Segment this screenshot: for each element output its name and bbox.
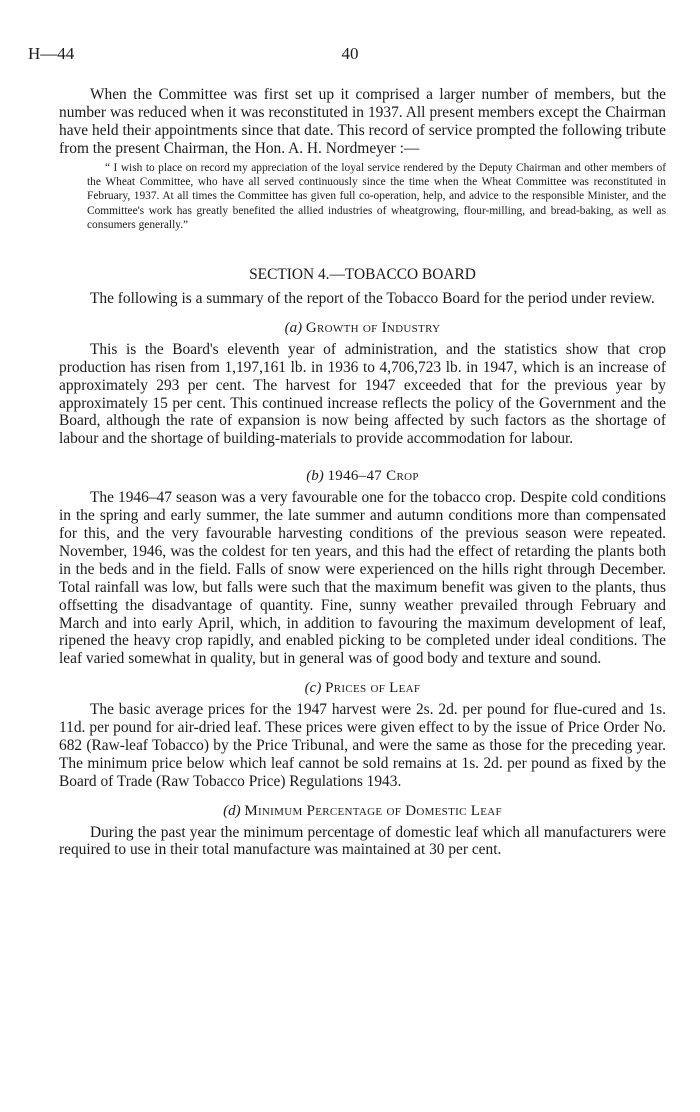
subsection-heading-a	[59, 320, 666, 338]
section-intro: The following is a summary of the report of the Tobacco Board for the period under review.	[90, 290, 655, 308]
document-reference: H—44	[28, 44, 75, 63]
subsection-title: Minimum Percentage of Domestic Leaf	[244, 802, 502, 819]
subsection-body-c: The basic average prices for the 1947 harvest were 2s. 2d. per pound for flue-cured and 1s. 11d. per pound for air-dried leaf. These prices were given effect to by the issue of Price Order No. 682 (Raw-leaf Tobacco) by the Price Tribunal, and were the same as those for the preceding year. The minimum price below which leaf cannot be sold remains at 1s. 2d. per pound as fixed by the Board of Trade (Raw Tobacco Price) Regulations 1943.	[59, 701, 666, 790]
page-header	[28, 44, 672, 66]
section-title: SECTION 4.—TOBACCO BOARD	[249, 266, 476, 284]
subsection-heading-b	[59, 468, 666, 486]
subsection-body-b: The 1946–47 season was a very favourable one for the tobacco crop. Despite cold conditions in the spring and early summer, the late summer and autumn conditions more than compensated for this, and the very favourable harvesting conditions of the previous season were repeated. November, 1946, was the coldest for ten years, and this had the effect of retarding the plants both in the beds and in the field. Falls of snow were experienced on the hills right through December. Total rainfall was low, but falls were such that the maximum benefit was given to the plants, thus offsetting the disadvantage of quantity. Fine, sunny weather prevailed through February and March and into early April, which, in addition to favouring the maximum development of leaf, ripened the heavy crop rapidly, and enabled picking to be completed under ideal conditions. The leaf varied somewhat in quality, but in general was of good body and texture and sound.	[59, 489, 666, 668]
subsection-title: Growth of Industry	[305, 319, 441, 336]
subsection-heading-d	[59, 803, 666, 821]
page-body	[59, 86, 666, 859]
subsection-body-d: During the past year the minimum percentage of domestic leaf which all manufacturers were required to use in their total manufacture was maintained at 30 per cent.	[59, 823, 666, 859]
subsection-letter: (b)	[306, 468, 324, 485]
subsection-title: 1946–47 Crop	[327, 468, 419, 485]
chairman-quote: “ I wish to place on record my appreciation of the loyal service rendered by the Deputy Chairman and other members of the Wheat Committee, who have all served continuously since the time when the Wheat Committee was reconstituted in February, 1937. At all times the Committee has given full co-operation, help, and advice to the responsible Minister, and the Committee's work has greatly benefited the allied industries of wheatgrowing, flour-milling, and bread-baking, as well as consumers generally.”	[87, 161, 666, 231]
subsection-title: Prices of Leaf	[325, 680, 421, 697]
subsection-letter: (d)	[223, 802, 241, 819]
subsection-heading-c	[59, 680, 666, 698]
subsection-letter: (c)	[304, 680, 322, 697]
subsection-body-a: This is the Board's eleventh year of administration, and the statistics show that crop production has risen from 1,197,161 lb. in 1936 to 4,706,723 lb. in 1947, which is an increase of approximately 293 per cent. The harvest for 1947 exceeded that for the previous year by approximately 15 per cent. This continued increase reflects the policy of the Government and the Board, although the rate of expansion is now being affected by such factors as the shortage of labour and the shortage of building-materials to provide accommodation for labour.	[59, 340, 666, 448]
subsection-letter: (a)	[284, 319, 303, 336]
intro-paragraph: When the Committee was first set up it comprised a larger number of members, but the number was reduced when it was reconstituted in 1937. All present members except the Chairman have held their appointments since that date. This record of service prompted the following tribute from the present Chairman, the Hon. A. H. Nordmeyer :—	[59, 86, 666, 157]
page-number: 40	[341, 44, 359, 63]
